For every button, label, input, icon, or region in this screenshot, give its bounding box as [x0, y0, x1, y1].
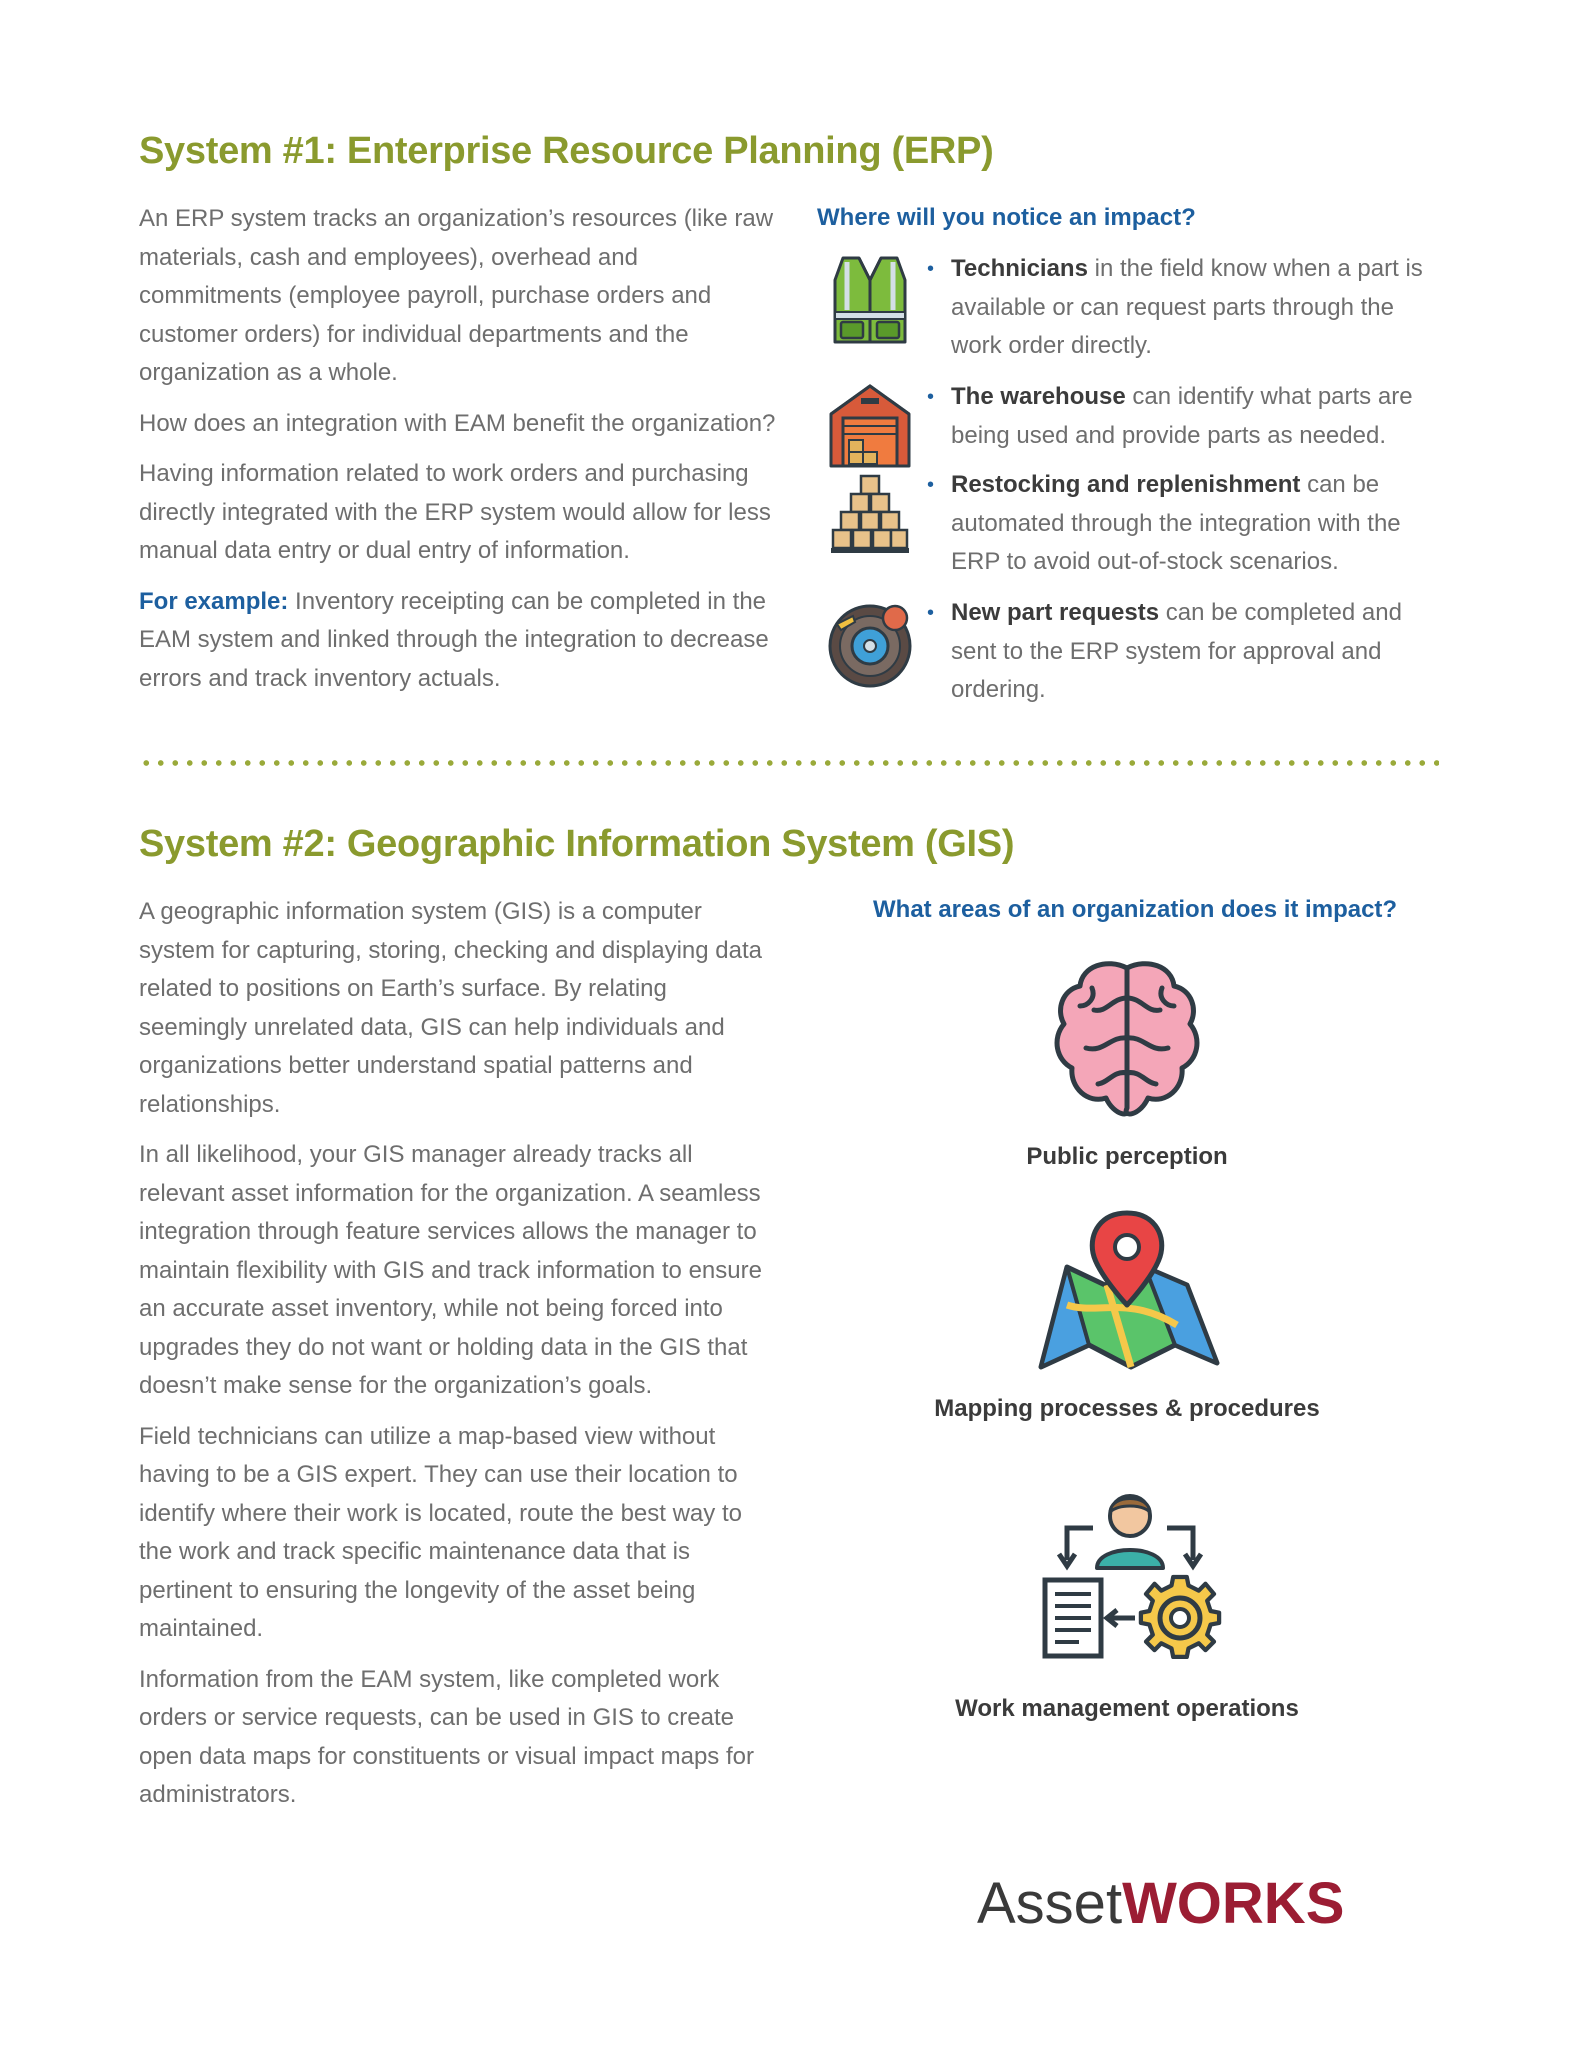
erp-paragraph-1: An ERP system tracks an organization’s resources (like raw materials, cash and employees), overhead and commitments (employee payroll, purchase orders and customer orders) for individual departments and the organization as a whole. [139, 205, 774, 386]
gis-section-title: System #2: Geographic Information System (GIS) [139, 823, 1015, 865]
dotted-divider [139, 760, 1439, 766]
impact-rest: in the field know when a part is available or can request parts through the work order directly. [951, 255, 1423, 359]
impact-text [951, 250, 1441, 366]
bullet: • [927, 386, 935, 408]
bullet: • [927, 602, 935, 624]
warehouse-icon [825, 378, 915, 478]
gis-paragraph-4: Information from the EAM system, like completed work orders or service requests, can be used in GIS to create open data maps for constituents or visual impact maps for administrators. [139, 1665, 754, 1808]
impact-bold: New part requests [951, 599, 1160, 626]
gis-body [139, 893, 779, 1827]
erp-example-paragraph [139, 583, 779, 699]
gis-impact-label-work-management: Work management operations [955, 1695, 1299, 1722]
erp-impact-heading: Where will you notice an impact? [817, 204, 1196, 231]
impact-bold: The warehouse [951, 383, 1126, 410]
map-pin-icon [1027, 1205, 1227, 1380]
erp-paragraph-2: How does an integration with EAM benefit the organization? [139, 409, 776, 437]
safety-vest-icon [825, 250, 915, 350]
gis-impact-heading: What areas of an organization does it impact? [873, 896, 1398, 923]
example-lead: For example: [139, 587, 289, 615]
erp-paragraph-3: Having information related to work orders and purchasing directly integrated with the ERP system would allow for less manual data entry or dual entry of information. [139, 460, 771, 564]
assetworks-logo [977, 1868, 1344, 1938]
gis-impact-label-mapping: Mapping processes & procedures [934, 1395, 1320, 1422]
impact-text [951, 594, 1441, 710]
impact-text [951, 466, 1441, 582]
logo-text-asset: Asset [977, 1870, 1123, 1936]
impact-bold: Technicians [951, 255, 1088, 282]
impact-text [951, 378, 1441, 455]
gis-paragraph-3: Field technicians can utilize a map-based view without having to be a GIS expert. They can use their location to identify where their work is located, route the best way to the work and track specific maintenance data that is pertinent to ensuring the longevity of the asset being maintained. [139, 1422, 742, 1642]
impact-rest: can be completed and sent to the ERP system for approval and ordering. [951, 599, 1402, 703]
brain-icon [1052, 958, 1202, 1128]
logo-text-works: WORKS [1122, 1870, 1345, 1936]
bullet: • [927, 474, 935, 496]
gis-impact-label-public-perception: Public perception [1026, 1143, 1228, 1170]
impact-rest: can be automated through the integration with the ERP to avoid out-of-stock scenarios. [951, 471, 1401, 575]
work-management-icon [1035, 1488, 1225, 1668]
impact-bold: Restocking and replenishment [951, 471, 1301, 498]
gis-paragraph-2: In all likelihood, your GIS manager already tracks all relevant asset information for the organization. A seamless integration through feature services allows the manager to maintain flexibility with GIS and track information to ensure an accurate asset inventory, while not being forced into upgrades they do not want or holding data in the GIS that doesn’t make sense for the organization’s goals. [139, 1141, 762, 1399]
example-text: Inventory receipting can be completed in the EAM system and linked through the integration to decrease errors and track inventory actuals. [139, 587, 769, 692]
bullet: • [927, 258, 935, 280]
tire-parts-icon [825, 594, 915, 694]
stacked-boxes-icon [825, 466, 915, 566]
gis-paragraph-1: A geographic information system (GIS) is a computer system for capturing, storing, checking and displaying data related to positions on Earth’s surface. By relating seemingly unrelated data, GIS can help individuals and organizations better understand spatial patterns and relationships. [139, 898, 763, 1118]
impact-rest: can identify what parts are being used and provide parts as needed. [951, 383, 1413, 449]
erp-section-title: System #1: Enterprise Resource Planning (ERP) [139, 130, 994, 172]
erp-body [139, 200, 779, 710]
